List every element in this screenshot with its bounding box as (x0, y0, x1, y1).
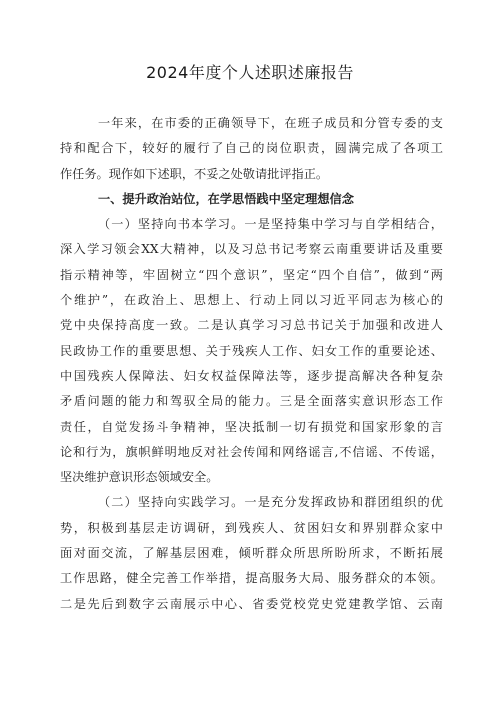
document-body (60, 111, 443, 617)
paragraph-line: 势，积极到基层走访调研，到残疾人、贫困妇女和界别群众家中 (60, 520, 443, 535)
paragraph-line: 一年来，在市委的正确领导下，在班子成员和分管专委的支 (98, 116, 443, 130)
paragraph-line: 指示精神等，牢固树立“四个意识”，坚定“四个自信”，做到“两 (60, 267, 443, 282)
paragraph-line: 个维护”，在政治上、思想上、行动上同以习近平同志为核心的 (60, 293, 443, 308)
paragraph-line: 持和配合下，较好的履行了自己的岗位职责，圆满完成了各项工 (60, 141, 443, 156)
paragraph-line: 责任，自觉发扬斗争精神，坚决抵制一切有损党和国家形象的言 (60, 419, 443, 434)
paragraph-line: 深入学习领会XX大精神，以及习总书记考察云南重要讲话及重要 (60, 242, 443, 257)
paragraph-line: 二是先后到数字云南展示中心、省委党校党史党建教学馆、云南 (60, 596, 443, 611)
paragraph-line: 坚决维护意识形态领域安全。 (60, 470, 219, 485)
paragraph-line: （二）坚持向实践学习。一是充分发挥政协和群团组织的优 (98, 495, 443, 510)
paragraph-line: 论和行为，旗帜鲜明地反对社会传闻和网络谣言,不信谣、不传谣， (60, 444, 443, 459)
paragraph-line: 中国残疾人保障法、妇女权益保障法等，逐步提高解决各种复杂 (60, 368, 443, 383)
paragraph-line: 矛盾问题的能力和驾驭全局的能力。三是全面落实意识形态工作 (60, 394, 443, 409)
paragraph-line: 作任务。现作如下述职，不妥之处敬请批评指正。 (60, 166, 329, 181)
paragraph-line: 面对面交流，了解基层困难，倾听群众所思所盼所求，不断拓展 (60, 546, 443, 561)
paragraph-line: 党中央保持高度一致。二是认真学习习总书记关于加强和改进人 (60, 318, 443, 333)
paragraph-line: 民政协工作的重要思想、关于残疾人工作、妇女工作的重要论述、 (60, 343, 443, 358)
document-title: 2024年度个人述职述廉报告 (146, 63, 354, 82)
paragraph-line: 工作思路，健全完善工作举措，提高服务大局、服务群众的本领。 (60, 571, 443, 586)
paragraph-line: （一）坚持向书本学习。一是坚持集中学习与自学相结合， (98, 217, 443, 232)
section-heading: 一、提升政治站位，在学思悟践中坚定理想信念 (98, 191, 354, 206)
